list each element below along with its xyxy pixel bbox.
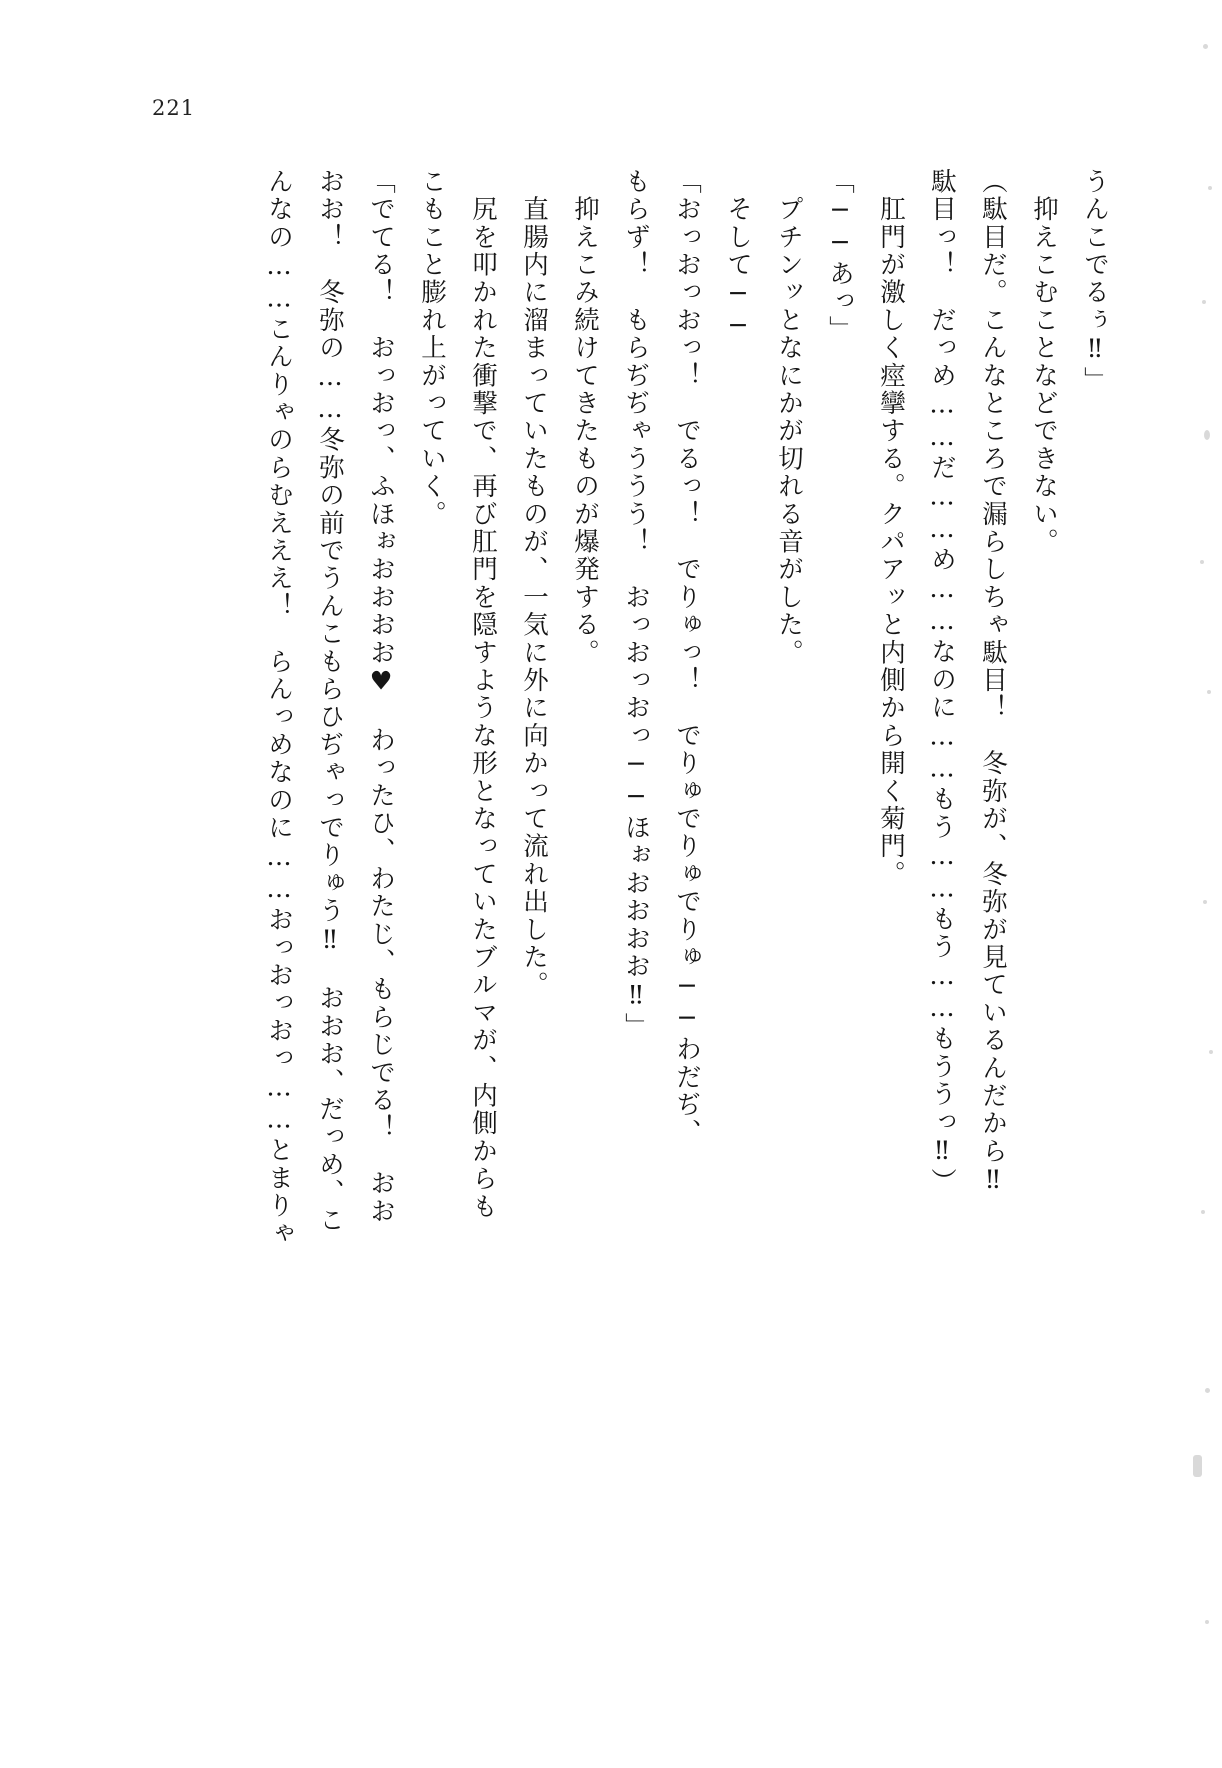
text-line: 駄目っ！ だっめ……だ……め……なのに……もう……もう……もううっ‼） [927,168,957,1196]
page-number: 221 [152,96,196,120]
text-line: おお！ 冬弥の……冬弥の前でうんこもらひぢゃっでりゅう‼ おおお、だっめ、こ [315,168,345,1235]
text-line: もらず！ もらぢぢゃううう！ おっおっおっ──ほぉおおおお‼」 [621,168,651,1041]
text-line: 尻を叩かれた衝撃で、再び肛門を隠すような形となっていたブルマが、内側からも [468,168,498,1221]
scan-speck [1204,430,1210,440]
text-line: んなの……こんりゃのらむえええ！ らんっめなのに……おっおっおっ……とまりゃ [264,168,294,1248]
scan-speck [1205,1388,1210,1393]
vertical-text-body [100,168,1120,1568]
text-line: 直腸内に溜まっていたものが、一気に外に向かって流れ出した。 [519,168,549,999]
scan-speck [1203,44,1208,49]
text-line: 「でてる！ おっおっ、ふほぉおおおお♥ わったひ、わたじ、もらじでる！ おお [366,168,396,1226]
scan-speck [1201,1210,1205,1214]
scan-speck [1193,1455,1202,1477]
text-line: 肛門が激しく痙攣する。クパアッと内側から開く菊門。 [876,168,906,889]
scan-speck [1209,1050,1213,1054]
scan-speck [1207,690,1211,694]
text-line: 「──あっ」 [825,168,855,344]
scan-speck [1203,900,1207,904]
scan-speck [1202,300,1206,304]
text-line: 抑えこみ続けてきたものが爆発する。 [570,168,600,667]
scan-speck [1208,186,1212,190]
scan-speck [1200,560,1204,564]
text-line: （駄目だ。こんなところで漏らしちゃ駄目！ 冬弥が、冬弥が見ているんだから‼ [978,168,1008,1198]
text-line: 抑えこむことなどできない。 [1029,168,1059,556]
scan-speck [1205,1620,1209,1624]
text-line: うんこでるぅ‼」 [1080,168,1110,395]
text-line: 「おっおっおっ！ でるっ！ でりゅっ！ でりゅでりゅでりゅ──わだぢ、 [672,168,702,1147]
text-line: そして── [723,168,753,344]
text-line: プチンッとなにかが切れる音がした。 [774,168,804,667]
text-line: こもこと膨れ上がっていく。 [417,168,447,529]
